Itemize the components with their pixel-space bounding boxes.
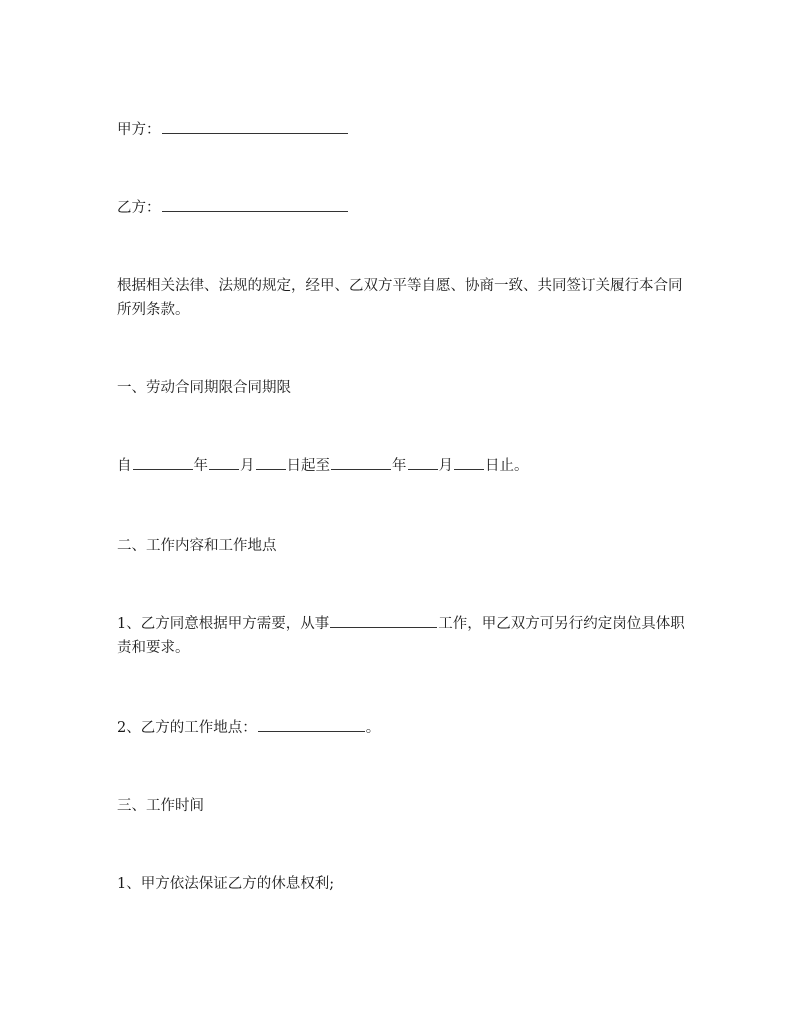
start-day-blank[interactable]: [256, 455, 286, 470]
term-month-text: 月: [240, 458, 255, 474]
term-day-to-text: 日起至: [286, 458, 330, 474]
clause-1-before-text: 1、乙方同意根据甲方需要，从事: [117, 616, 330, 632]
end-year-blank[interactable]: [331, 455, 391, 470]
section-1-heading: 一、劳动合同期限合同期限: [117, 380, 291, 396]
end-day-blank[interactable]: [454, 455, 484, 470]
party-b-line: [117, 196, 687, 220]
term-from-text: 自: [117, 458, 132, 474]
section-3-heading: 三、工作时间: [117, 798, 204, 814]
party-a-label: 甲方：: [117, 122, 161, 138]
end-month-blank[interactable]: [408, 455, 438, 470]
work-location-blank[interactable]: [258, 717, 365, 732]
party-a-blank[interactable]: [162, 119, 348, 134]
start-year-blank[interactable]: [133, 455, 193, 470]
job-title-blank[interactable]: [330, 613, 437, 628]
start-month-blank[interactable]: [209, 455, 239, 470]
party-b-blank[interactable]: [162, 197, 348, 212]
clause-2-after-text: 。: [365, 720, 381, 736]
clause-2-before-text: 2、乙方的工作地点：: [117, 720, 257, 736]
term-month-text-2: 月: [438, 458, 453, 474]
section-2-heading: 二、工作内容和工作地点: [117, 538, 277, 554]
section-3-clause-1: 1、甲方依法保证乙方的休息权利;: [117, 876, 335, 892]
contract-term-line: [117, 454, 687, 478]
preamble-paragraph: 根据相关法律、法规的规定，经甲、乙双方平等自愿、协商一致、共同签订关履行本合同所列条款。: [117, 278, 683, 318]
section-2-clause-1: [117, 612, 687, 660]
term-day-end-text: 日止。: [485, 458, 529, 474]
term-year-text-2: 年: [392, 458, 407, 474]
section-2-clause-2: [117, 716, 687, 740]
party-b-label: 乙方：: [117, 200, 161, 216]
clause-1-after-text: 工作，甲乙双方可另行约定岗位具体职责和要求。: [117, 616, 685, 656]
term-year-text: 年: [193, 458, 208, 474]
party-a-line: [117, 118, 687, 142]
